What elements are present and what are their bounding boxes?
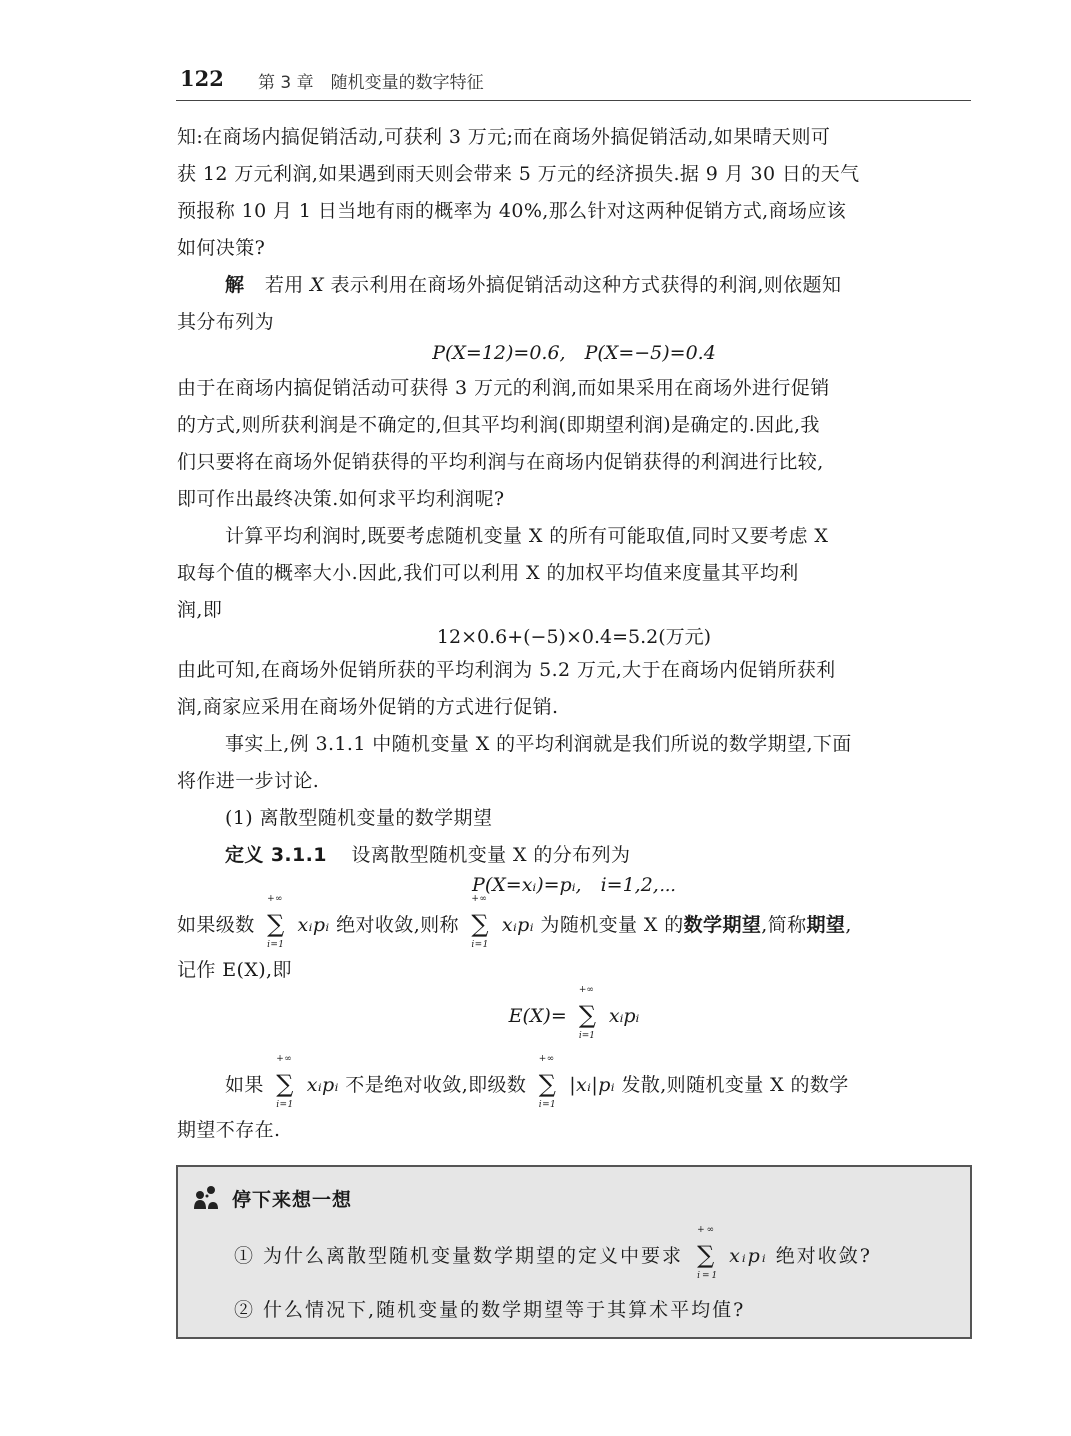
page-header [176, 60, 971, 101]
formula-lhs: E(X)= [508, 1005, 567, 1027]
think-question-2: ② 什么情况下,随机变量的数学期望等于其算术平均值? [234, 1299, 746, 1321]
sum-symbol: +∞ ∑ i=1 [276, 1054, 294, 1110]
definition-text: 设离散型随机变量 X 的分布列为 [351, 844, 631, 866]
para1-line1: 知:在商场内搞促销活动,可获利 3 万元;而在商场外搞促销活动,如果晴天则可 [177, 126, 831, 148]
para1-line4: 如何决策? [177, 237, 266, 259]
definition-line [225, 840, 630, 867]
def-l1-e: , [845, 914, 852, 936]
def-l1-b: 绝对收敛,则称 [336, 914, 459, 936]
def-l1-d: ,简称 [761, 914, 807, 936]
sum-symbol: +∞ ∑ i=1 [538, 1054, 557, 1110]
solution-text-a: 若用 [264, 274, 304, 296]
sum-symbol: +∞ ∑ i=1 [697, 1225, 720, 1281]
var-x: X [310, 274, 325, 296]
def-l3-c: 发散,则随机变量 X 的数学 [621, 1074, 849, 1096]
page-number: 122 [180, 66, 224, 91]
calc-l5: 润,商家应采用在商场外促销的方式进行促销. [177, 696, 559, 718]
sum-symbol: +∞ ∑ i=1 [471, 894, 489, 950]
definition-l3 [225, 1054, 849, 1110]
definition-l4: 期望不存在. [177, 1119, 281, 1141]
solution-para-l4: 即可作出最终决策.如何求平均利润呢? [177, 488, 505, 510]
sum-symbol: +∞ ∑ i=1 [578, 985, 596, 1041]
think-box [176, 1165, 972, 1339]
term-expect-short: 期望 [806, 914, 846, 936]
expectation-formula [177, 985, 971, 1041]
def-l1-c: 为随机变量 X 的 [540, 914, 684, 936]
section-title: (1) 离散型随机变量的数学期望 [225, 807, 493, 829]
sum-term: xᵢpᵢ [729, 1245, 768, 1267]
sum-term: xᵢpᵢ [297, 914, 330, 936]
q1-text-a: ① 为什么离散型随机变量数学期望的定义中要求 [234, 1245, 684, 1267]
calc-l4: 由此可知,在商场外促销所获的平均利润为 5.2 万元,大于在商场内促销所获利 [177, 659, 836, 681]
fact-l1: 事实上,例 3.1.1 中随机变量 X 的平均利润就是我们所说的数学期望,下面 [225, 733, 852, 755]
definition-l1 [177, 894, 852, 950]
calc-formula: 12×0.6+(−5)×0.4=5.2(万元) [436, 626, 712, 648]
definition-l2: 记作 E(X),即 [177, 959, 292, 981]
sum-term: xᵢpᵢ [501, 914, 534, 936]
calc-l1: 计算平均利润时,既要考虑随机变量 X 的所有可能取值,同时又要考虑 X [225, 525, 829, 547]
sum-abs-term: |xᵢ|pᵢ [569, 1074, 615, 1096]
def-l1-a: 如果级数 [177, 914, 255, 936]
solution-para-l1: 由于在商场内搞促销活动可获得 3 万元的利润,而如果采用在商场外进行促销 [177, 377, 830, 399]
def-l3-b: 不是绝对收敛,即级数 [345, 1074, 527, 1096]
definition-label: 定义 3.1.1 [225, 844, 327, 866]
think-box-title: 停下来想一想 [232, 1189, 353, 1211]
thinking-person-icon [192, 1185, 218, 1209]
solution-text-b: 表示利用在商场外搞促销活动这种方式获得的利润,则依题知 [330, 274, 842, 296]
solution-para-l2: 的方式,则所获利润是不确定的,但其平均利润(即期望利润)是确定的.因此,我 [177, 414, 820, 436]
definition-formula: P(X=xᵢ)=pᵢ, i=1,2,⋯ [472, 874, 676, 896]
think-question-1 [234, 1225, 872, 1281]
calc-l2: 取每个值的概率大小.因此,我们可以利用 X 的加权平均值来度量其平均利 [177, 562, 799, 584]
running-head: 第 3 章 随机变量的数字特征 [258, 73, 484, 93]
solution-line1 [225, 270, 841, 297]
sum-symbol: +∞ ∑ i=1 [267, 894, 285, 950]
para1-line3: 预报称 10 月 1 日当地有雨的概率为 40%,那么针对这两种促销方式,商场应该 [177, 200, 847, 222]
para1-line2: 获 12 万元利润,如果遇到雨天则会带来 5 万元的经济损失.据 9 月 30 日的天气 [177, 163, 860, 185]
sum-term: xᵢpᵢ [306, 1074, 339, 1096]
q1-text-b: 绝对收敛? [775, 1245, 872, 1267]
fact-l2: 将作进一步讨论. [177, 770, 320, 792]
calc-l3: 润,即 [177, 599, 223, 621]
solution-line2: 其分布列为 [177, 311, 275, 333]
solution-para-l3: 们只要将在商场外促销获得的平均利润与在商场内促销获得的利润进行比较, [177, 451, 824, 473]
def-l3-a: 如果 [225, 1074, 264, 1096]
term-expectation: 数学期望 [683, 914, 762, 936]
distribution-formula: P(X=12)=0.6, P(X=−5)=0.4 [432, 342, 716, 364]
solution-label: 解 [225, 274, 245, 296]
sum-term: xᵢpᵢ [608, 1005, 640, 1027]
